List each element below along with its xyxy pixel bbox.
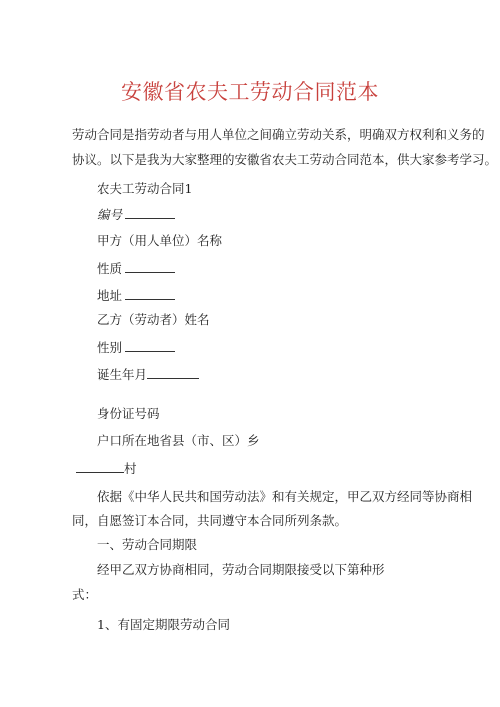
address-field xyxy=(97,287,175,304)
nature-field xyxy=(97,260,175,277)
basis-paragraph-line-2: 同，自愿签订本合同，共同遵守本合同所列条款。 xyxy=(72,513,348,528)
gender-label: 性别 xyxy=(97,340,123,355)
nature-blank xyxy=(125,260,175,273)
section1-paragraph-line-2: 式： xyxy=(72,587,98,602)
birth-label: 诞生年月 xyxy=(97,367,148,382)
intro-paragraph-line-1: 劳动合同是指劳动者与用人单位之间确立劳动关系，明确双方权利和义务的 xyxy=(72,127,485,142)
contract-heading: 农夫工劳动合同1 xyxy=(97,181,193,196)
address-blank xyxy=(125,287,175,300)
nature-label: 性质 xyxy=(97,261,123,276)
gender-field xyxy=(97,339,175,356)
id-number-label: 身份证号码 xyxy=(97,406,160,421)
document-title: 安徽省农夫工劳动合同范本 xyxy=(121,80,379,104)
intro-paragraph-line-2: 协议。以下是我为大家整理的安徽省农夫工劳动合同范本，供大家参考学习。 xyxy=(72,152,498,167)
birth-field xyxy=(97,366,199,383)
village-field xyxy=(72,460,137,477)
village-blank xyxy=(76,460,124,473)
birth-blank xyxy=(147,366,199,379)
serial-blank xyxy=(125,206,175,219)
term-option-1: 1、有固定期限劳动合同 xyxy=(97,617,230,632)
party-a-name-label: 甲方（用人单位）名称 xyxy=(97,233,223,248)
party-b-name-label: 乙方（劳动者）姓名 xyxy=(97,312,210,327)
basis-paragraph-line-1: 依据《中华人民共和国劳动法》和有关规定，甲乙双方经同等协商相 xyxy=(97,489,473,504)
hukou-label: 户口所在地省县（市、区）乡 xyxy=(97,433,260,448)
gender-blank xyxy=(125,339,175,352)
serial-field xyxy=(97,206,175,223)
village-label: 村 xyxy=(124,461,137,476)
section1-paragraph-line-1: 经甲乙双方协商相同，劳动合同期限接受以下第种形 xyxy=(97,562,385,577)
serial-label: 编号 xyxy=(97,207,123,222)
address-label: 地址 xyxy=(97,288,123,303)
section1-title: 一、劳动合同期限 xyxy=(97,537,198,552)
